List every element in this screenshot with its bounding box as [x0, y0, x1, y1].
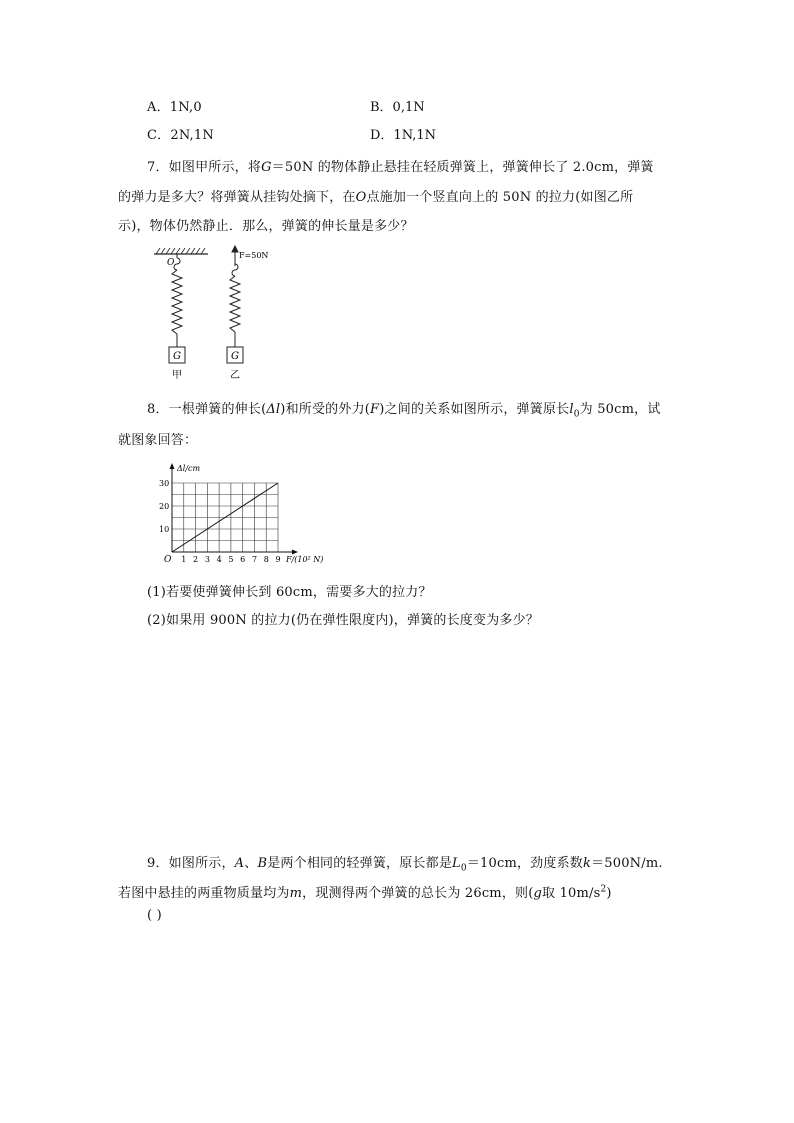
q9-line-1: 9．如图所示，A、B是两个相同的轻弹簧，原长都是$L_0=10cm$，劲度系数k＝500N/m. [147, 856, 663, 874]
y-axis-label: Δl/cm [177, 464, 201, 473]
chart-ticks [159, 479, 281, 564]
force-arrow [232, 246, 238, 266]
caption-yi: 乙 [230, 370, 240, 381]
q8-sub-2: (2)如果用 900N 的拉力(仍在弹性限度内)，弹簧的长度变为多少？ [147, 613, 540, 628]
x-tick-label: 7 [251, 555, 258, 564]
x-tick-label: 3 [204, 555, 210, 564]
y-axis-arrow [170, 463, 175, 469]
option-c: C．2N,1N [147, 128, 214, 143]
y-tick-label: 20 [159, 502, 170, 511]
x-tick-label: 9 [275, 555, 281, 564]
q8-line-1: 8．一根弹簧的伸长(Δl)和所受的外力(F)之间的关系如图所示，弹簧原长$l_0$为 50cm，试 [147, 402, 661, 420]
y-tick-label: 30 [159, 479, 170, 488]
x-axis-label: F/(10² N) [286, 555, 324, 564]
ceiling-hatch [154, 248, 208, 254]
spring-figure [150, 244, 280, 382]
q8-sub-1: (1)若要使弹簧伸长到 60cm，需要多大的拉力？ [147, 585, 432, 600]
x-tick-label: 6 [240, 555, 246, 564]
q8-line-2: 就图象回答： [118, 433, 198, 448]
option-b: B．0,1N [370, 100, 425, 115]
weight-label-yi: G [231, 351, 239, 362]
x-tick-label: 5 [228, 555, 234, 564]
caption-jia: 甲 [172, 370, 182, 381]
spring-yi [230, 264, 240, 347]
q7-line-3: 示)，物体仍然静止．那么，弹簧的伸长量是多少？ [118, 219, 414, 234]
origin-label: O [164, 555, 172, 565]
weight-label-jia: G [173, 351, 181, 362]
x-tick-label: 2 [193, 555, 199, 564]
x-tick-label: 4 [216, 555, 222, 564]
x-axis-arrow [292, 550, 298, 555]
q7-line-2: 的弹力是多大？将弹簧从挂钩处摘下，在O点施加一个竖直向上的 50N 的拉力(如图乙所 [118, 190, 634, 205]
x-tick-label: 1 [181, 555, 187, 564]
q9-line-2: 若图中悬挂的两重物质量均为m，现测得两个弹簧的总长为 26cm，则(g取 $10m/s^2$) [118, 884, 612, 901]
elongation-force-chart [150, 456, 360, 568]
x-tick-label: 8 [263, 555, 269, 564]
option-a: A．1N,0 [147, 100, 202, 115]
option-d: D．1N,1N [370, 128, 437, 143]
point-o-label: O [167, 258, 175, 268]
q7-line-1: 7．如图甲所示，将G＝50N 的物体静止悬挂在轻质弹簧上，弹簧伸长了 2.0cm，弹簧 [147, 160, 654, 175]
answer-bracket: ( ) [147, 908, 162, 923]
y-tick-label: 10 [159, 525, 170, 534]
force-label: F=50N [239, 251, 269, 260]
